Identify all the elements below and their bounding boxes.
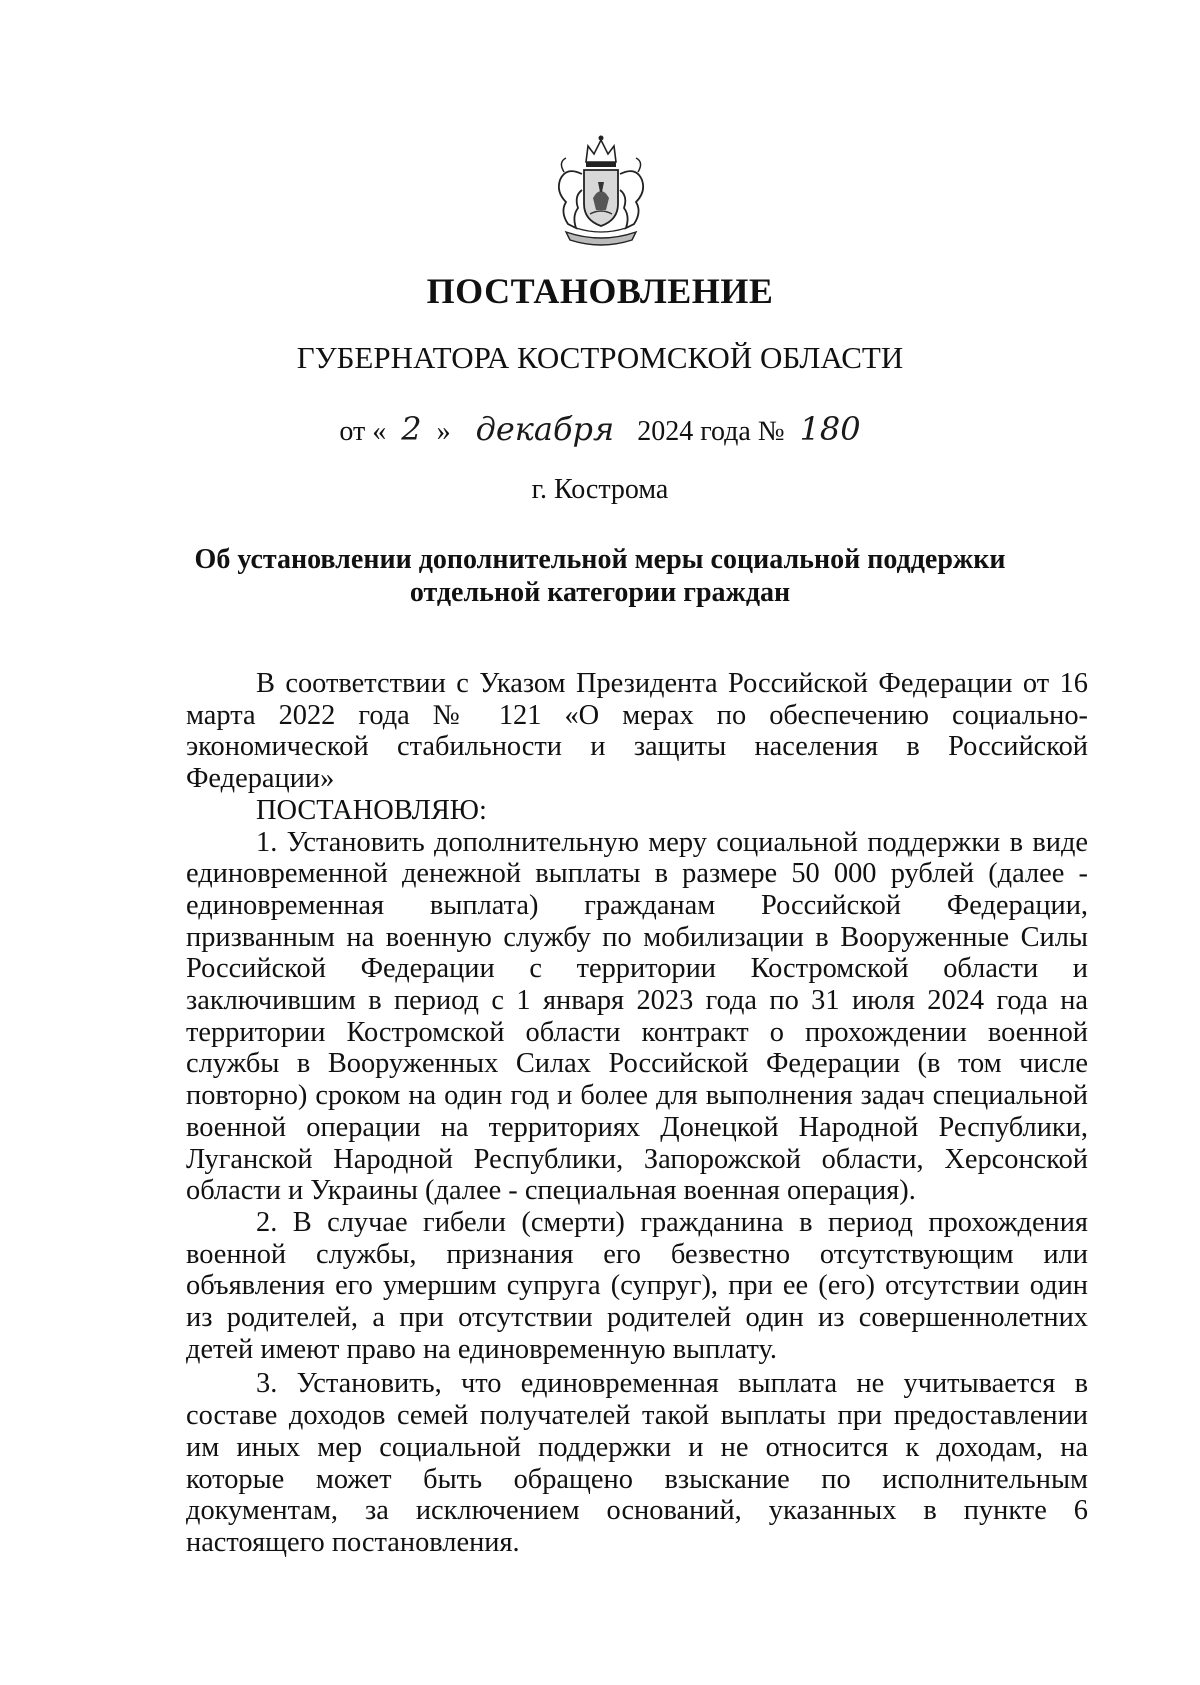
date-number-line bbox=[0, 410, 1200, 448]
date-separator: » bbox=[436, 416, 451, 447]
title-line-2: отдельной категории граждан bbox=[409, 577, 791, 608]
preamble-paragraph: В соответствии с Указом Президента Российской Федерации от 16 марта 2022 года № 121 «О мерах по обеспечению социально-экономической стабильности и защиты населения в Российской Федерации» bbox=[186, 668, 1088, 795]
year-and-number-label: 2024 года № bbox=[637, 416, 785, 447]
document-type: ПОСТАНОВЛЕНИЕ bbox=[426, 271, 774, 311]
document-title bbox=[150, 543, 1050, 609]
date-prefix: от « bbox=[339, 416, 387, 447]
issuing-authority: ГУБЕРНАТОРА КОСТРОМСКОЙ ОБЛАСТИ bbox=[296, 340, 904, 375]
coat-of-arms-emblem-icon bbox=[546, 132, 656, 252]
decree-word: ПОСТАНОВЛЯЮ: bbox=[256, 794, 487, 826]
handwritten-day: 2 bbox=[401, 410, 422, 448]
city: г. Кострома bbox=[531, 474, 669, 505]
document-body bbox=[186, 668, 1088, 1559]
point-1-paragraph: 1. Установить дополнительную меру социальной поддержки в виде единовременной денежной выплаты в размере 50 000 рублей (далее - единовременная выплата) гражданам Российской Федерации, призванным на военную службу по мобилизации в Вооруженные Силы Российской Федерации с территории Костромской области и заключившим в период с 1 января 2023 года по 31 июля 2024 года на территории Костромской области контракт о прохождении военной службы в Вооруженных Силах Российской Федерации (в том числе повторно) сроком на один год и более для выполнения задач специальной военной операции на территориях Донецкой Народной Республики, Луганской Народной Республики, Запорожской области, Херсонской области и Украины (далее - специальная военная операция). bbox=[186, 826, 1088, 1207]
point-3-paragraph: 3. Установить, что единовременная выплата не учитывается в составе доходов семей получателей такой выплаты при предоставлении им иных мер социальной поддержки и не относится к доходам, на которые может быть обращено взыскание по исполнительным документам, за исключением оснований, указанных в пункте 6 настоящего постановления. bbox=[186, 1368, 1088, 1558]
handwritten-month: декабря bbox=[475, 410, 615, 448]
title-line-1: Об установлении дополнительной меры социальной поддержки bbox=[194, 544, 1006, 575]
handwritten-number: 180 bbox=[799, 410, 861, 448]
point-2-paragraph: 2. В случае гибели (смерти) гражданина в период прохождения военной службы, признания его безвестно отсутствующим или объявления его умершим супруга (супруг), при ее (его) отсутствии один из родителей, а при отсутствии родителей один из совершеннолетних детей имеют право на единовременную выплату. bbox=[186, 1206, 1088, 1365]
